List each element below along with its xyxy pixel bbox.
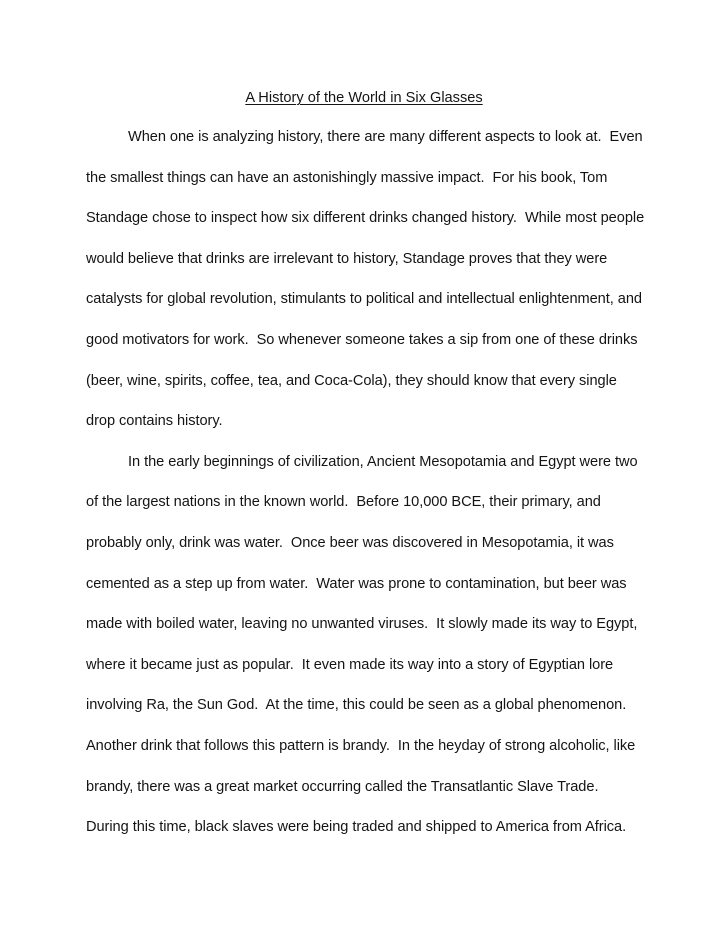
paragraph-2-line-9: brandy, there was a great market occurring called the Transatlantic Slave Trade.	[86, 778, 599, 795]
paragraph-1-line-3: Standage chose to inspect how six different drinks changed history. While most people	[86, 210, 645, 227]
paragraph-2-line-8: Another drink that follows this pattern is brandy. In the heyday of strong alcoholic, like	[86, 738, 636, 754]
paragraph-1-line-8: drop contains history.	[86, 413, 223, 430]
paragraph-1-line-2: the smallest things can have an astonishingly massive impact. For his book, Tom	[86, 169, 608, 186]
paragraph-1-line-1: When one is analyzing history, there are many different aspects to look at. Even	[128, 129, 643, 145]
paragraph-1-line-5: catalysts for global revolution, stimulants to political and intellectual enlightenment, and	[86, 291, 642, 308]
paragraph-2-line-7: involving Ra, the Sun God. At the time, this could be seen as a global phenomenon.	[86, 697, 627, 714]
paragraph-2-line-1: In the early beginnings of civilization, Ancient Mesopotamia and Egypt were two	[128, 453, 638, 470]
document-title	[0, 89, 728, 107]
paragraph-2-line-10: During this time, black slaves were being traded and shipped to America from Africa.	[86, 819, 627, 836]
document-title-text: A History of the World in Six Glasses	[245, 90, 483, 106]
paragraph-2-line-5: made with boiled water, leaving no unwanted viruses. It slowly made its way to Egypt,	[86, 616, 638, 633]
paragraph-1-line-7: (beer, wine, spirits, coffee, tea, and Coca-Cola), they should know that every single	[86, 372, 617, 389]
paragraph-2-line-3: probably only, drink was water. Once beer was discovered in Mesopotamia, it was	[86, 535, 614, 551]
paragraph-2-line-4: cemented as a step up from water. Water was prone to contamination, but beer was	[86, 575, 627, 592]
paragraph-1-line-6: good motivators for work. So whenever someone takes a sip from one of these drinks	[86, 332, 638, 348]
paragraph-2-line-2: of the largest nations in the known world. Before 10,000 BCE, their primary, and	[86, 494, 601, 511]
paragraph-2-line-6: where it became just as popular. It even made its way into a story of Egyptian lore	[86, 656, 614, 673]
paragraph-1-line-4: would believe that drinks are irrelevant to history, Standage proves that they were	[86, 250, 608, 267]
